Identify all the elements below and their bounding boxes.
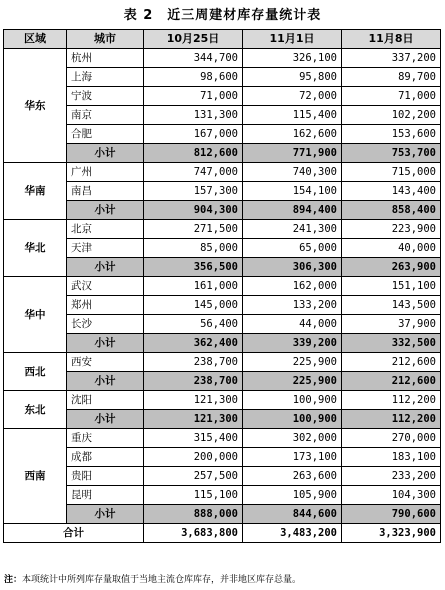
subtotal-value: 790,600 xyxy=(342,505,441,524)
region-cell: 华北 xyxy=(4,220,67,277)
subtotal-label: 小计 xyxy=(67,505,144,524)
table-row xyxy=(4,49,441,68)
header-week-3: 11月8日 xyxy=(342,30,441,49)
value-cell: 162,600 xyxy=(243,125,342,144)
header-city: 城市 xyxy=(67,30,144,49)
value-cell: 257,500 xyxy=(144,467,243,486)
subtotal-label: 小计 xyxy=(67,144,144,163)
table-row xyxy=(4,486,441,505)
table-row xyxy=(4,125,441,144)
table-row xyxy=(4,296,441,315)
value-cell: 133,200 xyxy=(243,296,342,315)
value-cell: 326,100 xyxy=(243,49,342,68)
value-cell: 105,900 xyxy=(243,486,342,505)
value-cell: 183,100 xyxy=(342,448,441,467)
subtotal-value: 894,400 xyxy=(243,201,342,220)
inventory-table xyxy=(3,29,441,543)
value-cell: 212,600 xyxy=(342,353,441,372)
value-cell: 223,900 xyxy=(342,220,441,239)
value-cell: 143,400 xyxy=(342,182,441,201)
subtotal-row xyxy=(4,258,441,277)
subtotal-value: 339,200 xyxy=(243,334,342,353)
value-cell: 72,000 xyxy=(243,87,342,106)
total-label: 合计 xyxy=(4,524,144,543)
value-cell: 71,000 xyxy=(144,87,243,106)
subtotal-value: 238,700 xyxy=(144,372,243,391)
city-cell: 杭州 xyxy=(67,49,144,68)
value-cell: 145,000 xyxy=(144,296,243,315)
value-cell: 747,000 xyxy=(144,163,243,182)
subtotal-value: 225,900 xyxy=(243,372,342,391)
city-cell: 南昌 xyxy=(67,182,144,201)
table-row xyxy=(4,182,441,201)
subtotal-label: 小计 xyxy=(67,258,144,277)
value-cell: 238,700 xyxy=(144,353,243,372)
value-cell: 37,900 xyxy=(342,315,441,334)
table-row xyxy=(4,448,441,467)
value-cell: 337,200 xyxy=(342,49,441,68)
subtotal-value: 112,200 xyxy=(342,410,441,429)
table-row xyxy=(4,87,441,106)
subtotal-value: 306,300 xyxy=(243,258,342,277)
table-row xyxy=(4,429,441,448)
city-cell: 贵阳 xyxy=(67,467,144,486)
city-cell: 宁波 xyxy=(67,87,144,106)
value-cell: 162,000 xyxy=(243,277,342,296)
value-cell: 44,000 xyxy=(243,315,342,334)
value-cell: 102,200 xyxy=(342,106,441,125)
subtotal-value: 212,600 xyxy=(342,372,441,391)
value-cell: 40,000 xyxy=(342,239,441,258)
table-row xyxy=(4,239,441,258)
subtotal-label: 小计 xyxy=(67,410,144,429)
table-row xyxy=(4,163,441,182)
value-cell: 241,300 xyxy=(243,220,342,239)
value-cell: 131,300 xyxy=(144,106,243,125)
table-header xyxy=(4,30,441,49)
region-cell: 西南 xyxy=(4,429,67,524)
city-cell: 天津 xyxy=(67,239,144,258)
table-row xyxy=(4,220,441,239)
value-cell: 157,300 xyxy=(144,182,243,201)
value-cell: 225,900 xyxy=(243,353,342,372)
region-cell: 西北 xyxy=(4,353,67,391)
subtotal-value: 753,700 xyxy=(342,144,441,163)
value-cell: 71,000 xyxy=(342,87,441,106)
subtotal-value: 858,400 xyxy=(342,201,441,220)
subtotal-row xyxy=(4,201,441,220)
table-row xyxy=(4,467,441,486)
subtotal-label: 小计 xyxy=(67,334,144,353)
value-cell: 154,100 xyxy=(243,182,342,201)
subtotal-value: 771,900 xyxy=(243,144,342,163)
value-cell: 233,200 xyxy=(342,467,441,486)
header-row xyxy=(4,30,441,49)
value-cell: 715,000 xyxy=(342,163,441,182)
total-value: 3,323,900 xyxy=(342,524,441,543)
footnote xyxy=(4,572,444,585)
city-cell: 沈阳 xyxy=(67,391,144,410)
city-cell: 西安 xyxy=(67,353,144,372)
value-cell: 161,000 xyxy=(144,277,243,296)
value-cell: 153,600 xyxy=(342,125,441,144)
subtotal-value: 121,300 xyxy=(144,410,243,429)
value-cell: 121,300 xyxy=(144,391,243,410)
value-cell: 143,500 xyxy=(342,296,441,315)
value-cell: 200,000 xyxy=(144,448,243,467)
subtotal-label: 小计 xyxy=(67,372,144,391)
header-week-1: 10月25日 xyxy=(144,30,243,49)
city-cell: 郑州 xyxy=(67,296,144,315)
subtotal-value: 263,900 xyxy=(342,258,441,277)
city-cell: 北京 xyxy=(67,220,144,239)
value-cell: 104,300 xyxy=(342,486,441,505)
value-cell: 56,400 xyxy=(144,315,243,334)
city-cell: 武汉 xyxy=(67,277,144,296)
value-cell: 167,000 xyxy=(144,125,243,144)
subtotal-row xyxy=(4,334,441,353)
subtotal-label: 小计 xyxy=(67,201,144,220)
value-cell: 151,100 xyxy=(342,277,441,296)
table-row xyxy=(4,391,441,410)
value-cell: 115,100 xyxy=(144,486,243,505)
value-cell: 95,800 xyxy=(243,68,342,87)
table-row xyxy=(4,353,441,372)
subtotal-value: 888,000 xyxy=(144,505,243,524)
value-cell: 173,100 xyxy=(243,448,342,467)
subtotal-value: 362,400 xyxy=(144,334,243,353)
value-cell: 100,900 xyxy=(243,391,342,410)
subtotal-value: 904,300 xyxy=(144,201,243,220)
subtotal-row xyxy=(4,410,441,429)
value-cell: 270,000 xyxy=(342,429,441,448)
city-cell: 长沙 xyxy=(67,315,144,334)
subtotal-value: 844,600 xyxy=(243,505,342,524)
value-cell: 112,200 xyxy=(342,391,441,410)
subtotal-row xyxy=(4,372,441,391)
value-cell: 98,600 xyxy=(144,68,243,87)
value-cell: 302,000 xyxy=(243,429,342,448)
table-body xyxy=(4,49,441,543)
total-value: 3,683,800 xyxy=(144,524,243,543)
table-row xyxy=(4,315,441,334)
table-row xyxy=(4,68,441,87)
value-cell: 271,500 xyxy=(144,220,243,239)
region-cell: 东北 xyxy=(4,391,67,429)
table-row xyxy=(4,277,441,296)
city-cell: 昆明 xyxy=(67,486,144,505)
city-cell: 广州 xyxy=(67,163,144,182)
value-cell: 65,000 xyxy=(243,239,342,258)
footnote-text: 本项统计中所列库存量取值于当地主流仓库库存，并非地区库存总量。 xyxy=(22,575,302,585)
subtotal-value: 356,500 xyxy=(144,258,243,277)
value-cell: 740,300 xyxy=(243,163,342,182)
subtotal-value: 332,500 xyxy=(342,334,441,353)
value-cell: 263,600 xyxy=(243,467,342,486)
city-cell: 合肥 xyxy=(67,125,144,144)
subtotal-row xyxy=(4,144,441,163)
table-row xyxy=(4,106,441,125)
region-cell: 华中 xyxy=(4,277,67,353)
city-cell: 南京 xyxy=(67,106,144,125)
city-cell: 成都 xyxy=(67,448,144,467)
total-row xyxy=(4,524,441,543)
value-cell: 115,400 xyxy=(243,106,342,125)
total-value: 3,483,200 xyxy=(243,524,342,543)
subtotal-row xyxy=(4,505,441,524)
region-cell: 华东 xyxy=(4,49,67,163)
value-cell: 315,400 xyxy=(144,429,243,448)
value-cell: 344,700 xyxy=(144,49,243,68)
city-cell: 上海 xyxy=(67,68,144,87)
footnote-prefix: 注： xyxy=(4,575,23,585)
table-title: 表 2 近三周建材库存量统计表 xyxy=(123,8,322,23)
value-cell: 89,700 xyxy=(342,68,441,87)
subtotal-value: 812,600 xyxy=(144,144,243,163)
header-week-2: 11月1日 xyxy=(243,30,342,49)
subtotal-value: 100,900 xyxy=(243,410,342,429)
city-cell: 重庆 xyxy=(67,429,144,448)
value-cell: 85,000 xyxy=(144,239,243,258)
header-region: 区域 xyxy=(4,30,67,49)
region-cell: 华南 xyxy=(4,163,67,220)
